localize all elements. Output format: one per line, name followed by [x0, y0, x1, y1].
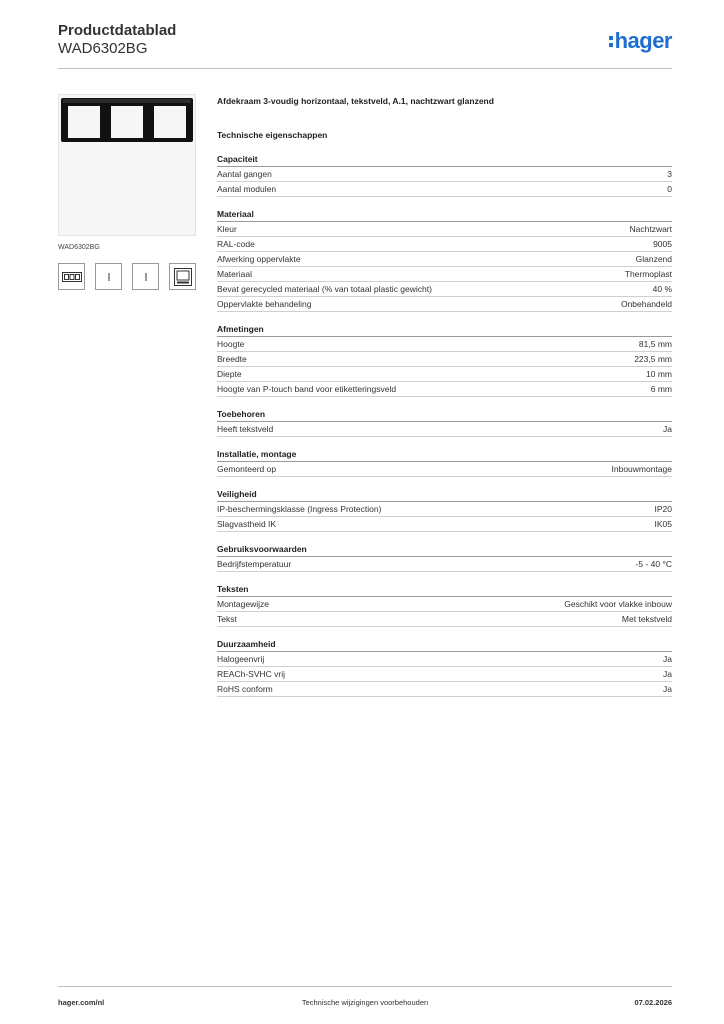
- section-title: Capaciteit: [217, 153, 672, 167]
- page-header: [58, 22, 176, 58]
- spec-row: [217, 267, 672, 282]
- spec-value: Ja: [663, 654, 672, 664]
- spec-row: [217, 182, 672, 197]
- spec-value: 10 mm: [646, 369, 672, 379]
- header-divider: [58, 68, 672, 69]
- spec-value: -5 - 40 °C: [635, 559, 672, 569]
- spec-section: [217, 583, 672, 627]
- logo-text: hager: [614, 28, 672, 53]
- product-code: WAD6302BG: [58, 40, 148, 57]
- spec-label: Aantal gangen: [217, 169, 272, 179]
- spec-label: Montagewijze: [217, 599, 269, 609]
- spec-label: Oppervlakte behandeling: [217, 299, 312, 309]
- single-frame-icon: [132, 263, 159, 290]
- frame-3-gang-picture-icon: [59, 95, 195, 235]
- spec-label: Diepte: [217, 369, 242, 379]
- spec-section: [217, 543, 672, 572]
- spec-value: IK05: [654, 519, 672, 529]
- spec-section: [217, 323, 672, 397]
- spec-label: Tekst: [217, 614, 237, 624]
- frame-3-gang-icon: [58, 263, 85, 290]
- spec-section: [217, 488, 672, 532]
- section-title: Installatie, montage: [217, 448, 672, 462]
- spec-label: Afwerking oppervlakte: [217, 254, 301, 264]
- spec-value: Inbouwmontage: [611, 464, 672, 474]
- spec-value: Ja: [663, 684, 672, 694]
- spec-value: Geschikt voor vlakke inbouw: [564, 599, 672, 609]
- spec-label: Hoogte van P-touch band voor etiketteringsveld: [217, 384, 397, 394]
- spec-label: IP-beschermingsklasse (Ingress Protection): [217, 504, 382, 514]
- spec-value: 6 mm: [650, 384, 672, 394]
- spec-label: Breedte: [217, 354, 247, 364]
- section-title: Materiaal: [217, 208, 672, 222]
- spec-row: [217, 222, 672, 237]
- spec-value: 0: [667, 184, 672, 194]
- spec-label: Bevat gerecycled materiaal (% van totaal plastic gewicht): [217, 284, 432, 294]
- spec-value: Met tekstveld: [621, 614, 672, 624]
- spec-value: Thermoplast: [624, 269, 672, 279]
- footer-website: hager.com/nl: [58, 998, 105, 1007]
- spec-content: [217, 96, 672, 697]
- spec-row: [217, 652, 672, 667]
- spec-row: [217, 297, 672, 312]
- spec-label: Slagvastheid IK: [217, 519, 277, 529]
- spec-section: [217, 208, 672, 312]
- spec-row: [217, 282, 672, 297]
- section-title: Duurzaamheid: [217, 638, 672, 652]
- spec-value: Nachtzwart: [629, 224, 672, 234]
- spec-row: [217, 367, 672, 382]
- footer-date: 07.02.2026: [634, 998, 672, 1007]
- spec-row: [217, 337, 672, 352]
- spec-value: Onbehandeld: [620, 299, 672, 309]
- image-caption: WAD6302BG: [58, 244, 100, 251]
- section-title: Gebruiksvoorwaarden: [217, 543, 672, 557]
- spec-value: Ja: [663, 424, 672, 434]
- spec-section: [217, 448, 672, 477]
- section-title: Teksten: [217, 583, 672, 597]
- page-title: Productdatablad: [58, 22, 177, 39]
- spec-row: [217, 382, 672, 397]
- spec-label: RAL-code: [217, 239, 255, 249]
- spec-row: [217, 612, 672, 627]
- spec-row: [217, 502, 672, 517]
- spec-row: [217, 237, 672, 252]
- spec-row: [217, 682, 672, 697]
- spec-row: [217, 252, 672, 267]
- spec-label: Heeft tekstveld: [217, 424, 274, 434]
- single-frame-icon: [95, 263, 122, 290]
- spec-row: [217, 517, 672, 532]
- spec-row: [217, 167, 672, 182]
- hager-logo: [609, 28, 672, 54]
- spec-label: Hoogte: [217, 339, 245, 349]
- section-title: Toebehoren: [217, 408, 672, 422]
- spec-row: [217, 422, 672, 437]
- spec-row: [217, 462, 672, 477]
- footer-divider: [58, 986, 672, 987]
- footer-disclaimer: Technische wijzigingen voorbehouden: [301, 998, 429, 1007]
- spec-label: Gemonteerd op: [217, 464, 277, 474]
- spec-row: [217, 597, 672, 612]
- spec-label: Kleur: [217, 224, 237, 234]
- spec-section: [217, 638, 672, 697]
- logo-mark-icon: [609, 36, 613, 47]
- spec-row: [217, 667, 672, 682]
- spec-value: 223,5 mm: [634, 354, 672, 364]
- label-field-icon: [169, 263, 196, 290]
- spec-value: 81,5 mm: [638, 339, 672, 349]
- spec-section: [217, 153, 672, 197]
- product-icons: [58, 263, 196, 290]
- section-title: Afmetingen: [217, 323, 672, 337]
- tech-heading: Technische eigenschappen: [217, 130, 328, 140]
- spec-label: Halogeenvrij: [217, 654, 265, 664]
- spec-label: RoHS conform: [217, 684, 273, 694]
- section-title: Veiligheid: [217, 488, 672, 502]
- spec-value: Ja: [663, 669, 672, 679]
- spec-label: Bedrijfstemperatuur: [217, 559, 292, 569]
- spec-label: Aantal modulen: [217, 184, 277, 194]
- product-title: Afdekraam 3-voudig horizontaal, tekstveld, A.1, nachtzwart glanzend: [217, 96, 494, 106]
- spec-value: 3: [667, 169, 672, 179]
- spec-section: [217, 408, 672, 437]
- spec-value: 40 %: [652, 284, 672, 294]
- spec-row: [217, 352, 672, 367]
- spec-value: 9005: [653, 239, 672, 249]
- spec-row: [217, 557, 672, 572]
- spec-label: Materiaal: [217, 269, 252, 279]
- spec-value: IP20: [654, 504, 672, 514]
- spec-label: REACh-SVHC vrij: [217, 669, 286, 679]
- spec-sections: [217, 153, 672, 697]
- product-image: [58, 94, 196, 236]
- spec-value: Glanzend: [635, 254, 672, 264]
